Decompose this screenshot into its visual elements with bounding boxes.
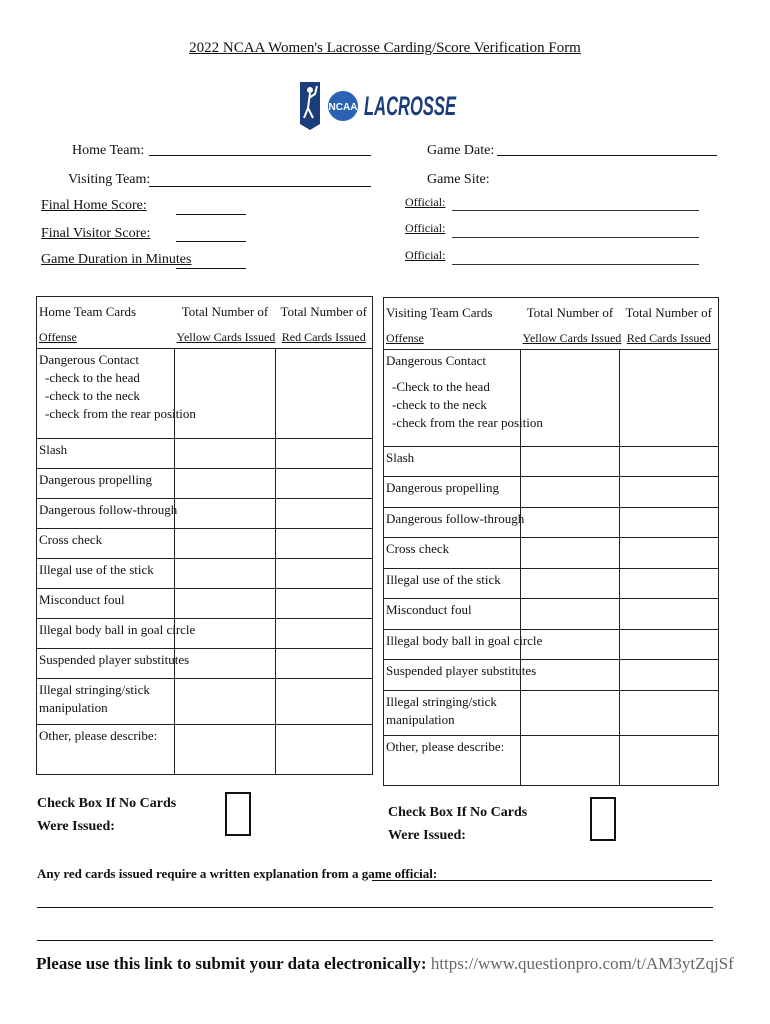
offense-label: Slash (384, 447, 521, 477)
home-yellow-cell[interactable] (175, 725, 276, 775)
visiting-team-label: Visiting Team: (68, 172, 151, 187)
red-card-explanation-field-1[interactable] (372, 880, 712, 881)
form-title: 2022 NCAA Women's Lacrosse Carding/Score Verification Form (189, 40, 581, 56)
offense-label: Suspended player substitutes (384, 660, 521, 691)
offense-label-line: manipulation (39, 700, 108, 715)
home-yellow-cell[interactable] (175, 649, 276, 679)
game-duration-label: Game Duration in Minutes (41, 252, 192, 267)
red-card-explanation-field-3[interactable] (37, 940, 713, 941)
visiting-team-cards-table (383, 297, 719, 786)
offense-label: Illegal use of the stick (384, 569, 521, 599)
home-yellow-cell[interactable] (175, 499, 276, 529)
offense-label: Dangerous propelling (37, 469, 175, 499)
offense-label-other: Other, please describe: (384, 736, 521, 786)
home-red-cell[interactable] (276, 649, 373, 679)
offense-subitem: -check to the head (45, 370, 140, 385)
svg-text:LACROSSE: LACROSSE (364, 91, 457, 121)
final-visitor-score-label: Final Visitor Score: (41, 226, 151, 241)
official-field-3[interactable] (452, 264, 699, 265)
official-field-1[interactable] (452, 210, 699, 211)
home-red-cell[interactable] (276, 499, 373, 529)
final-visitor-score-field[interactable] (176, 241, 246, 242)
offense-label-other: Other, please describe: (37, 725, 175, 775)
home-yellow-header: Total Number of (175, 297, 276, 325)
home-no-cards-checkbox[interactable] (225, 792, 251, 836)
offense-subitem: -check from the rear position (392, 415, 543, 430)
svg-text:NCAA: NCAA (328, 102, 358, 113)
home-table-title: Home Team Cards (37, 297, 175, 325)
offense-label: Illegal body ball in goal circle (37, 619, 175, 649)
game-date-field[interactable] (497, 155, 717, 156)
visiting-yellow-header: Total Number of (521, 298, 620, 326)
visiting-yellow-cell[interactable] (521, 736, 620, 786)
offense-subitem: -Check to the head (392, 379, 490, 394)
visiting-row-dangerous-contact (384, 350, 543, 447)
home-red-cell[interactable] (276, 619, 373, 649)
offense-label-line: Illegal stringing/stick (386, 694, 497, 709)
visiting-red-subheader: Red Cards Issued (620, 326, 719, 350)
visiting-yellow-cell[interactable] (521, 691, 620, 736)
game-site-label: Game Site: (427, 172, 490, 187)
home-red-cell[interactable] (276, 469, 373, 499)
official-label-1: Official: (405, 195, 446, 209)
submit-link[interactable]: https://www.questionpro.com/t/AM3ytZqjSf (430, 954, 734, 973)
visiting-yellow-cell[interactable] (521, 508, 620, 538)
home-red-cell[interactable] (276, 679, 373, 725)
visiting-red-cell[interactable] (620, 508, 719, 538)
offense-label: Dangerous follow-through (384, 508, 521, 538)
no-cards-line: Were Issued: (37, 819, 115, 834)
home-no-cards-label (37, 792, 176, 838)
home-yellow-cell[interactable] (175, 439, 276, 469)
visiting-red-cell[interactable] (620, 660, 719, 691)
offense-label: Dangerous propelling (384, 477, 521, 508)
offense-label: Dangerous follow-through (37, 499, 175, 529)
visiting-yellow-cell[interactable] (521, 569, 620, 599)
submit-separator: : (420, 954, 427, 973)
visiting-red-cell[interactable] (620, 538, 719, 569)
home-yellow-cell[interactable] (175, 529, 276, 559)
home-yellow-subheader: Yellow Cards Issued (175, 325, 276, 349)
visiting-no-cards-label (388, 801, 527, 847)
home-red-cell[interactable] (276, 559, 373, 589)
visiting-yellow-cell[interactable] (521, 350, 620, 447)
visiting-no-cards-checkbox[interactable] (590, 797, 616, 841)
visiting-yellow-cell[interactable] (521, 447, 620, 477)
home-yellow-cell[interactable] (175, 559, 276, 589)
official-field-2[interactable] (452, 237, 699, 238)
red-card-note: Any red cards issued require a written explanation from a game official: (37, 866, 438, 881)
home-yellow-cell[interactable] (175, 679, 276, 725)
official-label-3: Official: (405, 248, 446, 262)
visiting-table-title: Visiting Team Cards (384, 298, 521, 326)
official-label-2: Official: (405, 221, 446, 235)
visiting-red-cell[interactable] (620, 736, 719, 786)
offense-label-line: Illegal stringing/stick (39, 682, 150, 697)
no-cards-line: Were Issued: (388, 828, 466, 843)
game-duration-field[interactable] (176, 268, 246, 269)
home-team-label: Home Team: (72, 143, 145, 158)
final-home-score-label: Final Home Score: (41, 198, 147, 213)
offense-label: Misconduct foul (37, 589, 175, 619)
offense-label: Cross check (37, 529, 175, 559)
red-card-explanation-field-2[interactable] (37, 907, 713, 908)
home-yellow-cell[interactable] (175, 589, 276, 619)
game-date-label: Game Date: (427, 143, 495, 158)
visiting-yellow-cell[interactable] (521, 538, 620, 569)
offense-label: Illegal use of the stick (37, 559, 175, 589)
home-row-dangerous-contact (37, 349, 196, 439)
visiting-yellow-cell[interactable] (521, 599, 620, 630)
visiting-red-cell[interactable] (620, 630, 719, 660)
offense-label-line: manipulation (386, 712, 455, 727)
visiting-red-cell[interactable] (620, 691, 719, 736)
final-home-score-field[interactable] (176, 214, 246, 215)
visiting-yellow-subheader: Yellow Cards Issued (521, 326, 620, 350)
home-offense-header: Offense (37, 325, 175, 349)
visiting-team-field[interactable] (149, 186, 371, 187)
ncaa-lacrosse-logo (298, 78, 458, 132)
offense-subitem: -check from the rear position (45, 406, 196, 421)
home-yellow-cell[interactable] (175, 469, 276, 499)
offense-label (384, 691, 521, 736)
home-yellow-cell[interactable] (175, 349, 276, 439)
visiting-red-header: Total Number of (620, 298, 719, 326)
home-red-cell[interactable] (276, 589, 373, 619)
visiting-red-cell[interactable] (620, 569, 719, 599)
home-red-subheader: Red Cards Issued (276, 325, 373, 349)
no-cards-line: Check Box If No Cards (388, 805, 528, 820)
visiting-offense-header: Offense (384, 326, 521, 350)
visiting-red-cell[interactable] (620, 447, 719, 477)
home-red-cell[interactable] (276, 529, 373, 559)
submit-text: Please use this link to submit your data electronically (36, 954, 421, 973)
home-team-cards-table (36, 296, 373, 775)
offense-label (37, 679, 175, 725)
submit-instructions (0, 954, 770, 974)
offense-label: Suspended player substitutes (37, 649, 175, 679)
offense-label: Cross check (384, 538, 521, 569)
offense-label: Illegal body ball in goal circle (384, 630, 521, 660)
no-cards-line: Check Box If No Cards (37, 796, 177, 811)
offense-label: Dangerous Contact (386, 353, 487, 368)
visiting-yellow-cell[interactable] (521, 477, 620, 508)
visiting-red-cell[interactable] (620, 477, 719, 508)
home-team-field[interactable] (149, 155, 371, 156)
offense-subitem: -check to the neck (392, 397, 487, 412)
visiting-red-cell[interactable] (620, 350, 719, 447)
home-red-cell[interactable] (276, 349, 373, 439)
home-red-cell[interactable] (276, 725, 373, 775)
home-red-header: Total Number of (276, 297, 373, 325)
visiting-red-cell[interactable] (620, 599, 719, 630)
offense-label: Dangerous Contact (39, 352, 140, 367)
offense-label: Misconduct foul (384, 599, 521, 630)
offense-label: Slash (37, 439, 175, 469)
offense-subitem: -check to the neck (45, 388, 140, 403)
home-red-cell[interactable] (276, 439, 373, 469)
